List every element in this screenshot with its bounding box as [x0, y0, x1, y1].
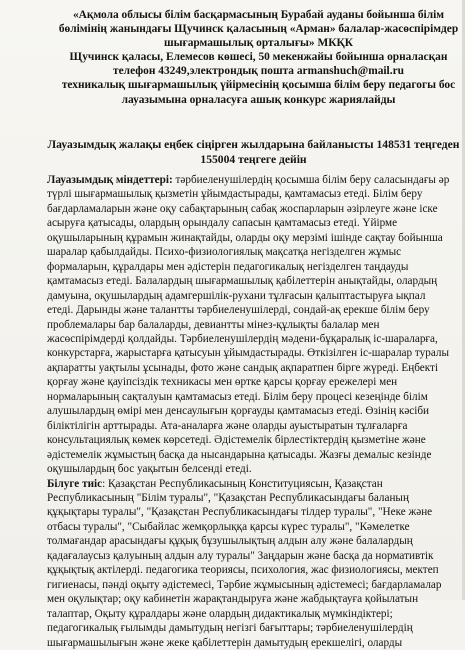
knowledge-line: мен оқулықтар; оқу кабинетін жарақтандыруға және жабдықтауға қойылатын — [47, 593, 419, 606]
duties-line: формаларын, құралдары мен әдістерін педагогикалық негізделген таңдауды — [47, 260, 409, 273]
duties-text: тәрбиеленушілердің қосымша білім беру саласындағы әр — [172, 174, 450, 186]
duties-line: әдістемелік жұмыстың басқа да нысандарына қатысады. Жазғы демалыс кезінде — [47, 448, 432, 461]
knowledge-text: : Қазақстан Республикасының Конституциясын, Қазақстан — [102, 477, 383, 490]
duties-label: Лауазымдық міндеттері: — [47, 174, 173, 186]
knowledge-line: отбасы туралы", "Сыбайлас жемқорлыққа қарсы күрес туралы", "Кәмелетке — [47, 520, 410, 533]
duties-line: оқушыларының құрамын жинақтайды, оларды оқу мерзімі ішінде сақтау бойынша — [47, 231, 443, 244]
salary-line: Лауазымдық жалақы еңбек сіңірген жылдарына байланысты 148531 теңгеден — [47, 138, 460, 151]
duties-line: консультациялық көмек көрсетеді. Әдістемелік бірлестіктердің қызметіне және — [47, 434, 426, 447]
knowledge-label: Білуге тиіс — [47, 477, 103, 490]
duties-line: асыруға қатысады, олардың орындалу сапасын қамтамасыз етеді. Үйірме — [47, 217, 398, 230]
knowledge-first-line — [47, 477, 465, 491]
knowledge-line: шығармашылығын және жеке қабілеттерін дамытудың ерекшелігі, оларды — [47, 636, 403, 649]
duties-line: жасөспірімдерді қолдайды. Тәрбиеленушілердің мәдени-бұқаралық іс-шараларға, — [47, 332, 438, 345]
knowledge-line: құқықтық актілерді. педагогика теориясы, психология, жас физиологиясы, мектеп — [47, 564, 439, 577]
knowledge-line: құқықтары туралы", "Қазақстан Республикасындағы тілдер туралы", "Неке және — [47, 506, 433, 519]
duties-line: ақпаратты уақтылы ұсынады, фото және сандық ақпаратпен бірге жүреді. Еңбекті — [47, 361, 439, 374]
duties-line: дамуына, оқушылардың адамгершілік-рухани тұлғасын қалыптастыруға ықпал — [47, 289, 426, 302]
duties-line: проблемалары бар балаларды, девиантты мінез-құлықты балалар мен — [47, 318, 380, 331]
duties-line: етеді. Дарынды және талантты тәрбиеленушілерді, сондай-ақ ерекше білім беру — [47, 304, 430, 317]
salary-line: 155004 теңгеге дейін — [200, 153, 307, 166]
duties-line: қорғау және қауіпсіздік техникасы мен өртке қарсы қорғау ережелері мен — [47, 376, 398, 389]
header-line: техникалық шығармашылық үйірмесінің қосымша білім беру педагогы бос — [61, 79, 456, 92]
document-body — [47, 173, 465, 650]
duties-line: нормаларының сақталуын қамтамасыз етеді. Білім беру процесі кезеңінде білім — [47, 390, 428, 403]
knowledge-line: толмағандар арасындағы құқық бұзушылықтың алдын алу және балалардың — [47, 535, 413, 548]
announcement-header — [56, 8, 461, 107]
header-line: телефон 43249,электрондық пошта armanshuch@mail.ru — [113, 65, 404, 78]
knowledge-line: Республикасының "Білім туралы", "Қазақстан Республикасындағы баланың — [47, 491, 409, 504]
header-line: бөлімінің жанындағы Щучинск қаласының «Арман» балалар-жасөспірімдер — [58, 23, 459, 36]
knowledge-line: талаптар, Оқыту құралдары және олардың дидактикалық мүмкіндіктері; — [47, 607, 393, 620]
duties-line: қамтамасыз етеді. Балалардың шығармашылық қабілеттерін анықтайды, олардың — [47, 275, 438, 288]
duties-first-line — [47, 173, 465, 187]
header-line: шығармашылық орталығы» МКҚК — [164, 37, 353, 50]
header-line: Щучинск қаласы, Елемесов көшесі, 50 мекенжайы бойынша орналасқан — [69, 51, 448, 64]
salary-info — [46, 137, 461, 167]
header-line: лауазымына орналасуға ашық конкурс жариялайды — [121, 93, 396, 106]
knowledge-line: қадағалаусыз қалуының алдын алу туралы" Заңдарын және басқа да нормативтік — [47, 549, 434, 562]
knowledge-line: гигиенасы, пәнді оқыту әдістемесі, Тәрбие жұмысының әдістемесі; бағдарламалар — [47, 578, 442, 591]
duties-line: шаралар қабылдайды. Психо-физиологиялық мақсатқа негізделген жұмыс — [47, 246, 402, 259]
knowledge-line: педагогикалық ғылымды дамытудың негізгі бағыттары; тәрбиеленушілердің — [47, 622, 413, 635]
duties-line: түрлі шығармашылық қызметін ұйымдастырады, қамтамасыз етеді. Білім беру — [47, 188, 423, 201]
duties-line: конкурстарға, жарыстарға қатысуын ұйымдастырады. Өткізілген іс-шаралар туралы — [47, 347, 449, 360]
duties-line: біліктілігін арттырады. Ата-аналарға және оларды ауыстыратын тұлғаларға — [47, 419, 408, 432]
duties-line: оқушылардың бос уақытын белсенді етеді. — [47, 463, 252, 476]
header-line: «Ақмола облысы білім басқармасының Бурабай ауданы бойынша білім — [72, 9, 445, 21]
duties-line: алушылардың өмірі мен денсаулығын қорғауды қамтамасыз етеді. Өзінің кәсіби — [47, 405, 430, 418]
duties-line: бағдарламаларын және оқу сабақтарының сабақ жоспарларын әзірлеуге және іске — [47, 202, 438, 215]
